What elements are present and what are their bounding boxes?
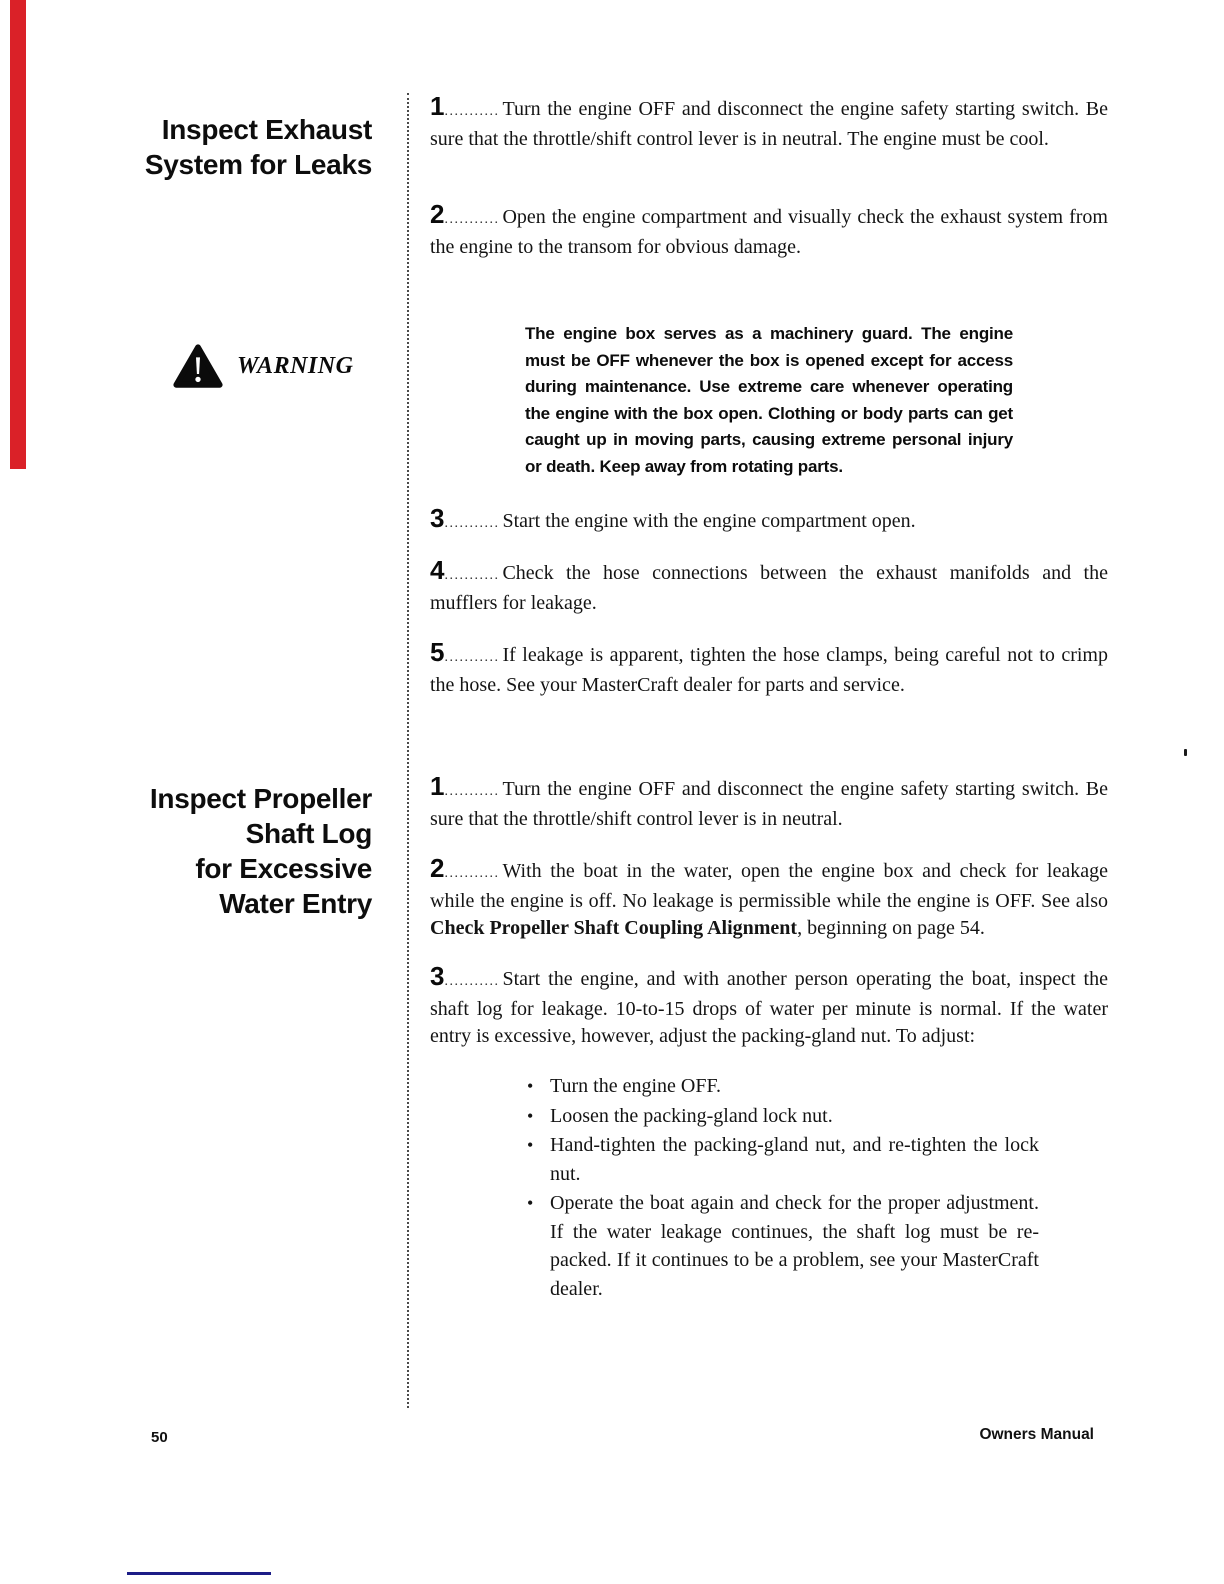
step-number: 1 bbox=[430, 91, 445, 121]
step-text: With the boat in the water, open the engine box and check for leakage while the engine is off. No leakage is permissible while the engine is OFF. See also bbox=[430, 860, 1108, 912]
step-number: 2 bbox=[430, 199, 445, 229]
page-edge-red-stripe bbox=[10, 0, 26, 469]
step-text: If leakage is apparent, tighten the hose clamps, being careful not to crimp the hose. See your MasterCraft dealer for parts and service. bbox=[430, 644, 1108, 696]
step-number: 5 bbox=[430, 637, 445, 667]
page-number: 50 bbox=[151, 1429, 168, 1446]
section1-step-2 bbox=[430, 201, 1108, 261]
warning-badge bbox=[173, 344, 353, 389]
step-number: 3 bbox=[430, 503, 445, 533]
step-text: Check the hose connections between the exhaust manifolds and the mufflers for leakage. bbox=[430, 562, 1108, 614]
list-item: • Operate the boat again and check for the proper adjustment. If the water leakage continues, the shaft log must be re-packed. If it continues to be a problem, see your MasterCraft dealer. bbox=[525, 1189, 1039, 1303]
adjustment-bullet-list bbox=[525, 1072, 1039, 1304]
dot-leader: ........... bbox=[444, 784, 500, 799]
dot-leader: ........... bbox=[444, 568, 500, 583]
section2-heading-line3: for Excessive bbox=[195, 853, 372, 884]
column-divider-dotted-rule bbox=[407, 93, 409, 1408]
section1-heading bbox=[60, 112, 372, 182]
section2-step-2 bbox=[430, 855, 1108, 943]
section2-step-1 bbox=[430, 773, 1108, 833]
section1-heading-line2: System for Leaks bbox=[144, 149, 372, 180]
warning-paragraph: The engine box serves as a machinery guard. The engine must be OFF whenever the box is opened except for access during maintenance. Use extreme care whenever operating the engine with the box open. Clothing or body parts can get caught up in moving parts, causing extreme personal injury or death. Keep away from rotating parts. bbox=[525, 324, 1013, 476]
step-text: Turn the engine OFF and disconnect the engine safety starting switch. Be sure that the throttle/shift control lever is in neutral. The engine must be cool. bbox=[430, 98, 1108, 150]
scan-speck bbox=[1184, 749, 1187, 756]
section1-heading-line1: Inspect Exhaust bbox=[161, 114, 372, 145]
step-text: Start the engine, and with another person operating the boat, inspect the shaft log for leakage. 10-to-15 drops of water per minute is normal. If the water entry is excessive, however, adjust the packing-gland nut. To adjust: bbox=[430, 968, 1108, 1047]
warning-label: WARNING bbox=[237, 353, 354, 379]
step-text: , beginning on page 54. bbox=[797, 917, 985, 939]
section2-step-3 bbox=[430, 963, 1108, 1051]
step-text-bold-reference: Check Propeller Shaft Coupling Alignment bbox=[430, 917, 798, 939]
step-text: Start the engine with the engine compartment open. bbox=[502, 510, 916, 532]
step-number: 3 bbox=[430, 961, 445, 991]
section2-heading-line4: Water Entry bbox=[219, 888, 372, 919]
dot-leader: ........... bbox=[444, 516, 500, 531]
dot-leader: ........... bbox=[444, 212, 500, 227]
dot-leader: ........... bbox=[444, 866, 500, 881]
dot-leader: ........... bbox=[444, 650, 500, 665]
section2-heading bbox=[60, 781, 372, 921]
section1-step-4 bbox=[430, 557, 1108, 617]
dot-leader: ........... bbox=[444, 104, 500, 119]
section2-heading-line2: Shaft Log bbox=[245, 818, 372, 849]
footer-owners-manual: Owners Manual bbox=[979, 1426, 1094, 1443]
warning-triangle-icon bbox=[173, 344, 223, 389]
step-text: Turn the engine OFF and disconnect the engine safety starting switch. Be sure that the throttle/shift control lever is in neutral. bbox=[430, 778, 1108, 830]
list-item: • Turn the engine OFF. bbox=[525, 1072, 1039, 1101]
list-item: • Hand-tighten the packing-gland nut, and re-tighten the lock nut. bbox=[525, 1131, 1039, 1188]
step-number: 1 bbox=[430, 771, 445, 801]
step-text: Open the engine compartment and visually check the exhaust system from the engine to the transom for obvious damage. bbox=[430, 206, 1108, 258]
bottom-blue-rule bbox=[127, 1572, 271, 1575]
section1-step-5 bbox=[430, 639, 1108, 699]
step-number: 4 bbox=[430, 555, 445, 585]
list-item: • Loosen the packing-gland lock nut. bbox=[525, 1102, 1039, 1131]
section1-step-1 bbox=[430, 93, 1108, 153]
step-number: 2 bbox=[430, 853, 445, 883]
section1-step-3 bbox=[430, 505, 1108, 538]
dot-leader: ........... bbox=[444, 974, 500, 989]
section2-heading-line1: Inspect Propeller bbox=[149, 783, 372, 814]
